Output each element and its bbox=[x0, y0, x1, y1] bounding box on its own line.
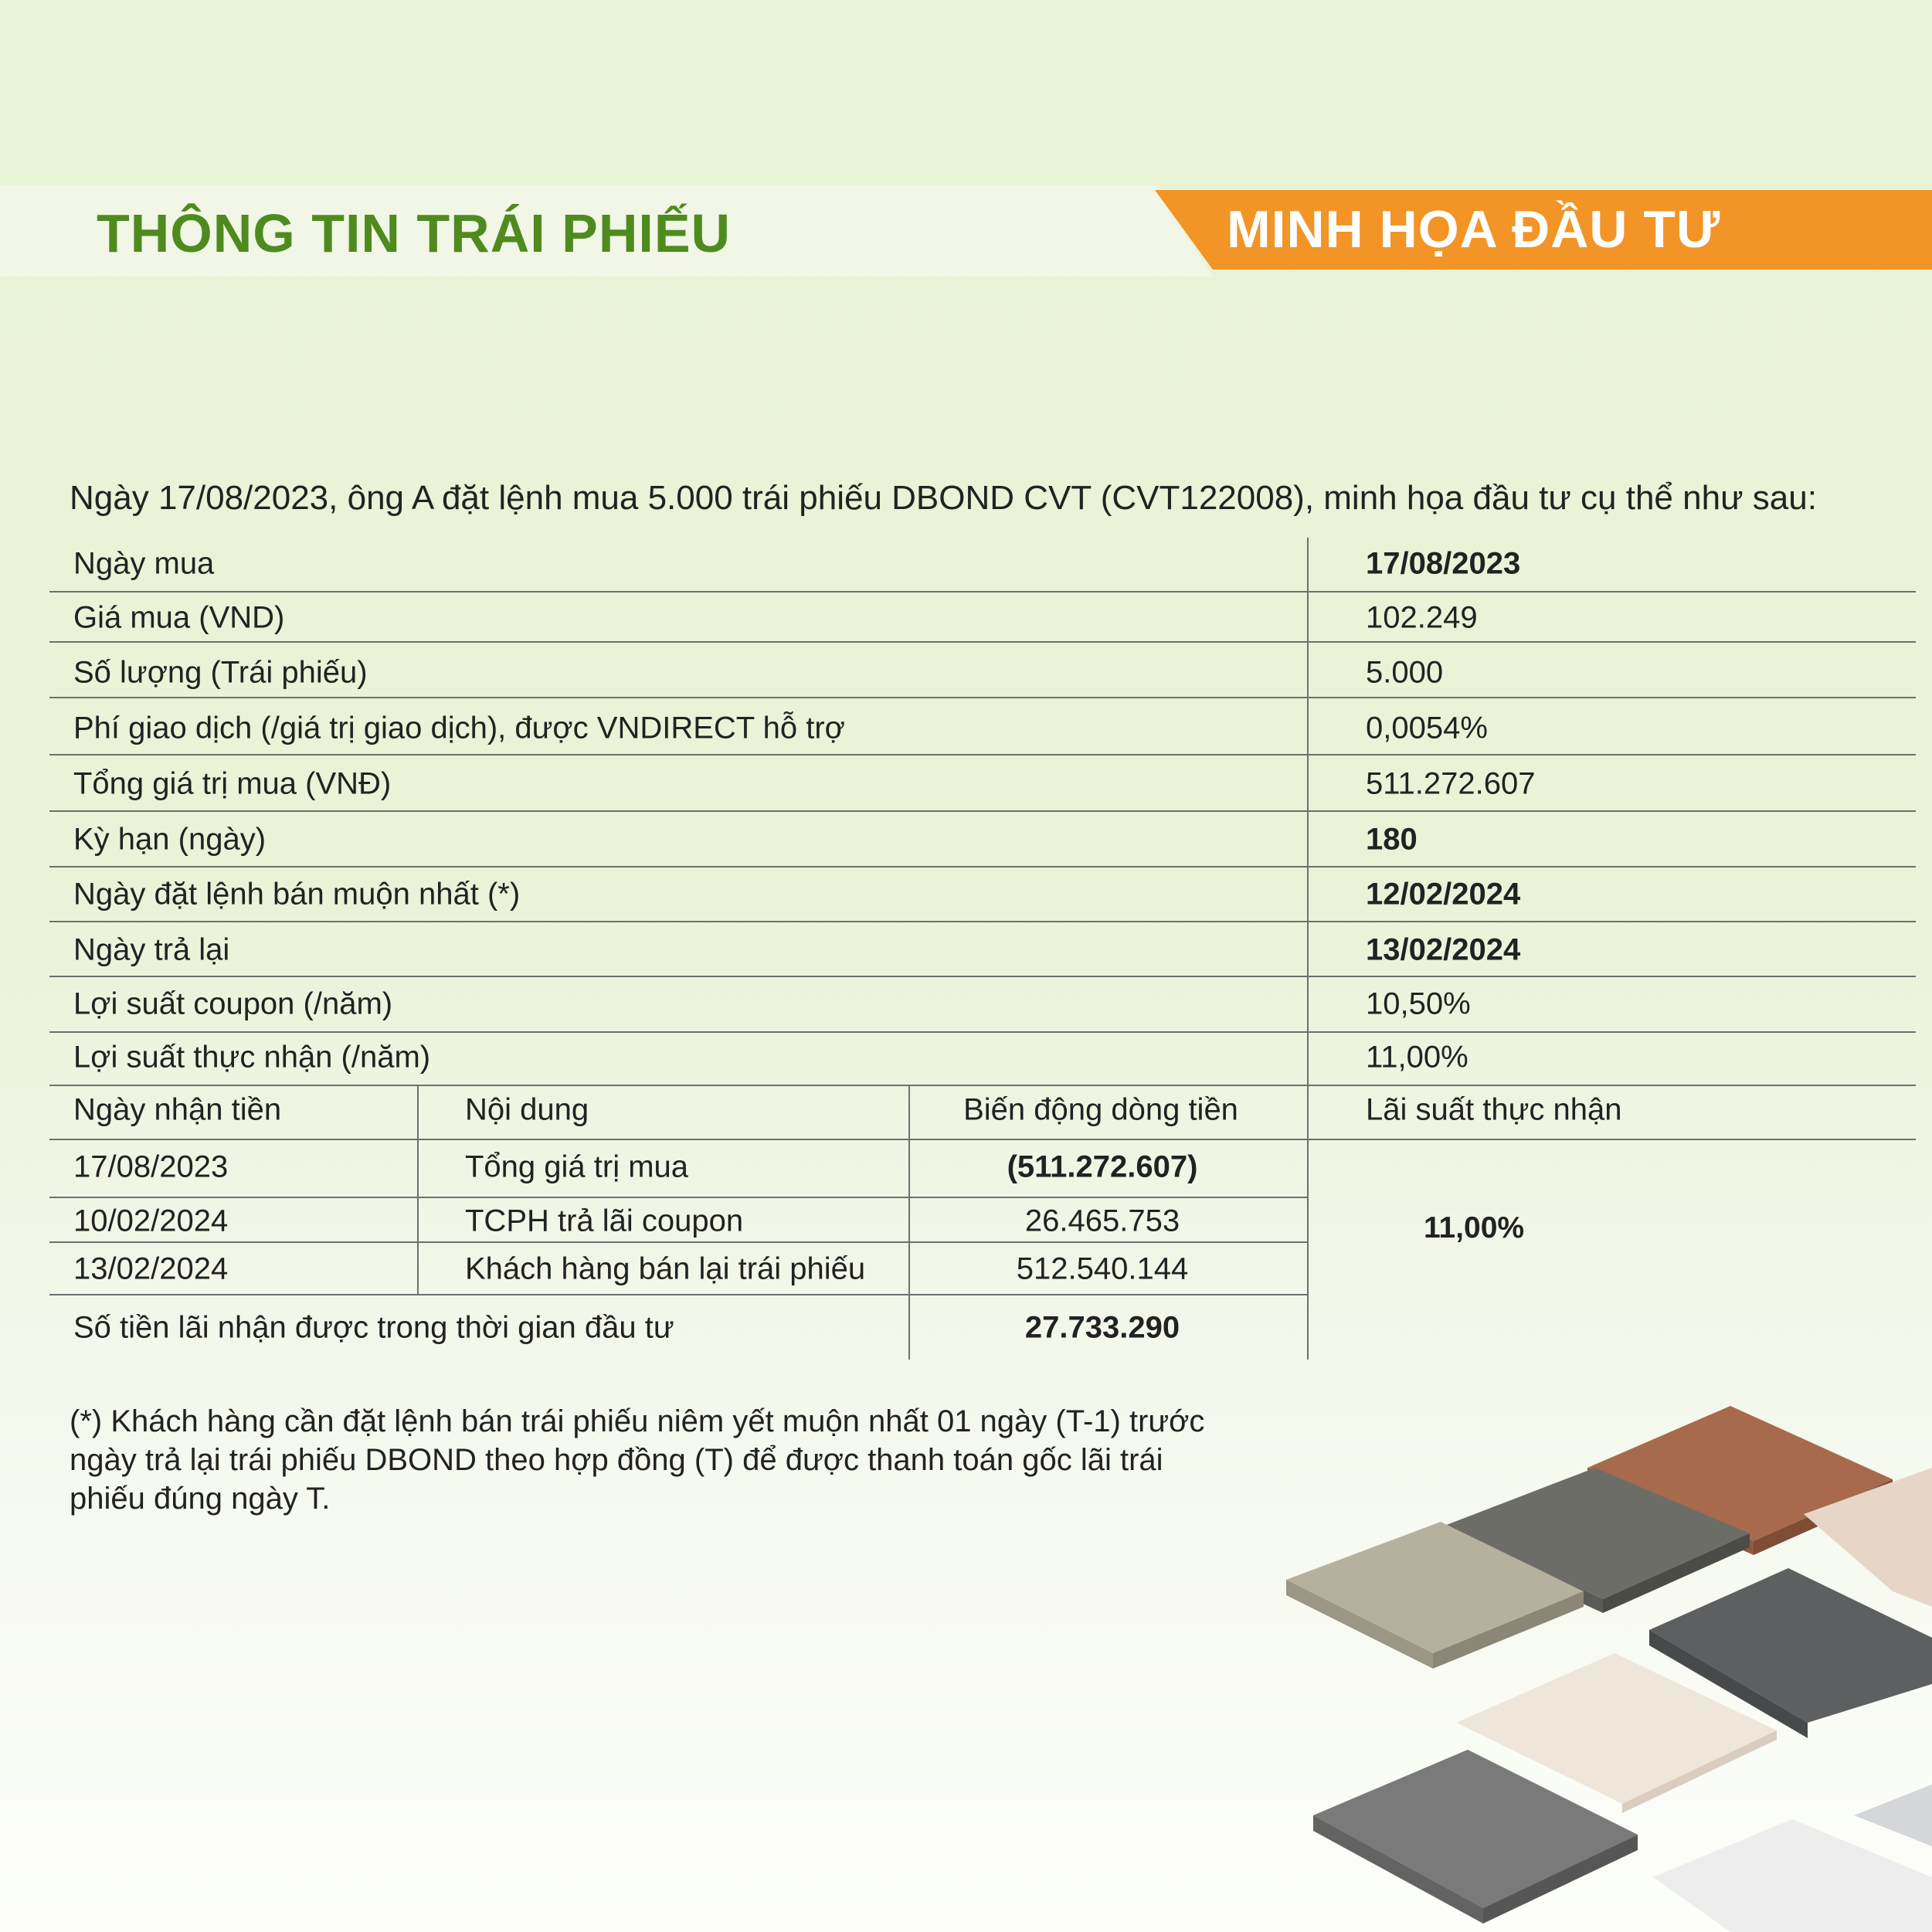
info-value: 102.249 bbox=[1366, 600, 1478, 635]
info-value: 180 bbox=[1366, 822, 1418, 857]
info-label: Lợi suất coupon (/năm) bbox=[73, 986, 393, 1021]
info-value: 511.272.607 bbox=[1366, 766, 1536, 801]
info-label: Giá mua (VND) bbox=[73, 600, 285, 635]
cashflow-date: 13/02/2024 bbox=[73, 1251, 229, 1286]
info-value: 10,50% bbox=[1366, 986, 1471, 1021]
column-header: Nội dung bbox=[465, 1092, 589, 1127]
info-label: Ngày đặt lệnh bán muộn nhất (*) bbox=[73, 877, 521, 912]
info-value: 17/08/2023 bbox=[1366, 546, 1521, 581]
cashflow-content: TCPH trả lãi coupon bbox=[465, 1204, 744, 1238]
footnote: (*) Khách hàng cần đặt lệnh bán trái phiếu niêm yết muộn nhất 01 ngày (T-1) trước ngày trả lại trái phiếu DBOND theo hợp đồng (T) để được thanh toán gốc lãi trái phiếu đúng ngày T. bbox=[70, 1404, 1205, 1516]
cashflow-content: Khách hàng bán lại trái phiếu bbox=[465, 1251, 866, 1286]
info-label: Lợi suất thực nhận (/năm) bbox=[73, 1040, 431, 1075]
info-value: 0,0054% bbox=[1366, 711, 1488, 745]
cashflow-content: Tổng giá trị mua bbox=[465, 1149, 689, 1184]
total-value: 27.733.290 bbox=[1024, 1310, 1180, 1345]
tab-bond-info: THÔNG TIN TRÁI PHIẾU bbox=[97, 203, 732, 263]
info-label: Số lượng (Trái phiếu) bbox=[73, 655, 368, 690]
column-header: Ngày nhận tiền bbox=[73, 1092, 282, 1127]
info-label: Ngày mua bbox=[73, 546, 215, 581]
tab-investment-illustration: MINH HỌA ĐẦU TƯ bbox=[1227, 200, 1721, 259]
column-header: Biến động dòng tiền bbox=[963, 1092, 1238, 1127]
cashflow-date: 17/08/2023 bbox=[73, 1149, 229, 1184]
white-tile bbox=[1653, 1819, 1932, 1932]
total-label: Số tiền lãi nhận được trong thời gian đầu tư bbox=[73, 1310, 674, 1345]
actual-rate-value: 11,00% bbox=[1423, 1211, 1525, 1244]
info-value: 12/02/2024 bbox=[1366, 877, 1521, 912]
info-label: Ngày trả lại bbox=[73, 932, 230, 967]
info-label: Kỳ hạn (ngày) bbox=[73, 822, 267, 857]
info-value: 11,00% bbox=[1366, 1040, 1469, 1075]
cashflow-amount: 26.465.753 bbox=[1024, 1204, 1180, 1238]
info-label: Tổng giá trị mua (VNĐ) bbox=[73, 766, 392, 801]
cashflow-amount: (511.272.607) bbox=[1007, 1149, 1198, 1184]
info-value: 5.000 bbox=[1366, 655, 1444, 690]
cashflow-amount: 512.540.144 bbox=[1016, 1251, 1189, 1286]
info-label: Phí giao dịch (/giá trị giao dịch), được VNDIRECT hỗ trợ bbox=[73, 711, 845, 745]
tile-samples-illustration bbox=[1251, 1383, 1932, 1932]
column-header: Lãi suất thực nhận bbox=[1366, 1092, 1622, 1127]
light-grey-tile bbox=[1854, 1784, 1932, 1846]
cashflow-date: 10/02/2024 bbox=[73, 1204, 229, 1238]
intro-text: Ngày 17/08/2023, ông A đặt lệnh mua 5.000 trái phiếu DBOND CVT (CVT122008), minh họa đầu tư cụ thể như sau: bbox=[70, 479, 1817, 517]
info-value: 13/02/2024 bbox=[1366, 932, 1521, 967]
